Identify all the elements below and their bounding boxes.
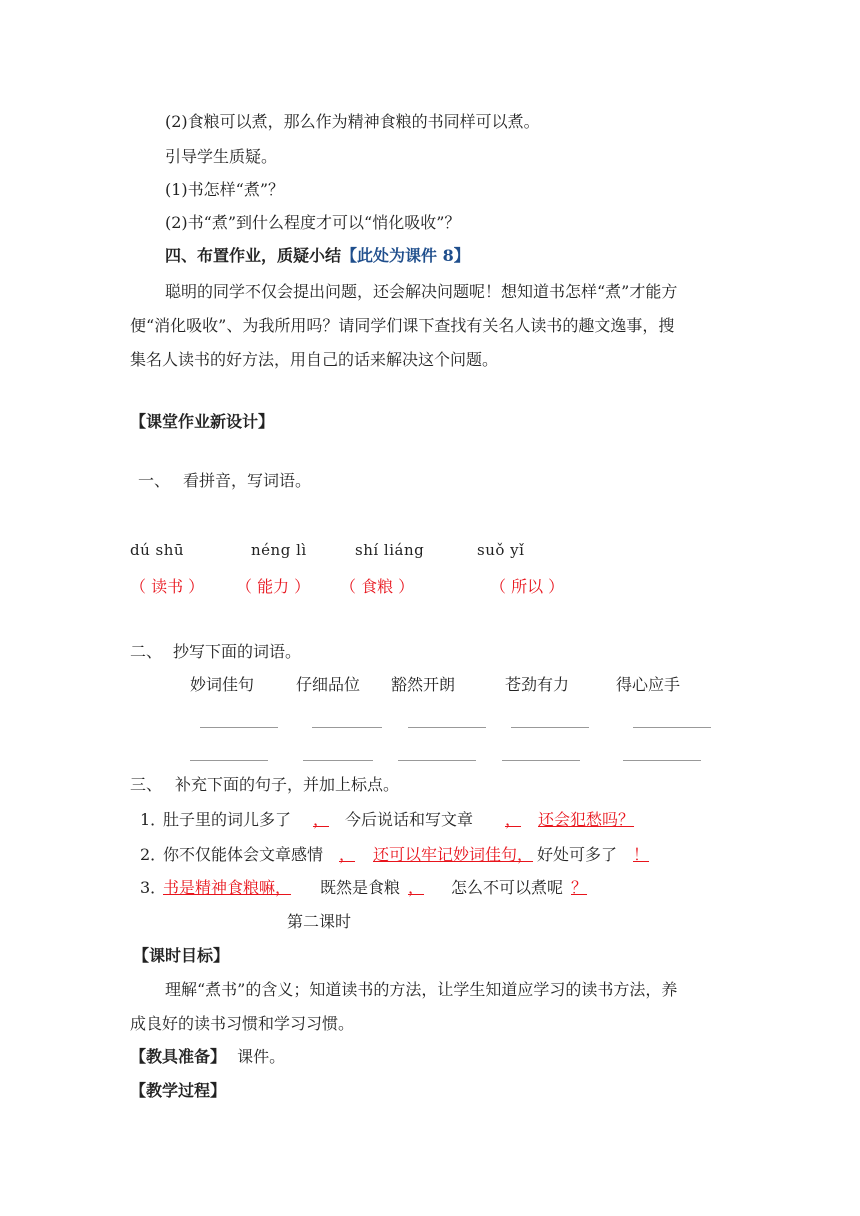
tools-line [130, 1047, 285, 1067]
goal-heading: 【课时目标】 [133, 946, 230, 965]
answer-item: （ 读书 ） [130, 577, 205, 596]
writing-blank [408, 727, 486, 728]
sentence-text: 既然是食粮 [320, 878, 401, 897]
q2-prompt: 抄写下面的词语。 [173, 642, 302, 661]
sentence-number: 1． [140, 810, 167, 829]
answer-item: （ 所以 ） [490, 577, 565, 596]
writing-blank [633, 727, 711, 728]
writing-blank [502, 760, 580, 761]
answer-text: 书是精神食粮嘛， [163, 878, 292, 897]
sentence-number: 3． [140, 878, 167, 897]
section-heading [165, 246, 470, 266]
paragraph-line: 成良好的读书习惯和学习习惯。 [130, 1014, 355, 1033]
q3-prompt: 补充下面的句子，并加上标点。 [175, 775, 400, 794]
process-heading: 【教学过程】 [130, 1081, 227, 1100]
q1-prompt: 看拼音，写词语。 [183, 471, 312, 490]
copy-word: 豁然开朗 [391, 675, 456, 694]
paragraph: (2)食粮可以煮，那么作为精神食粮的书同样可以煮。 [165, 112, 540, 131]
answer-punctuation: ， [339, 845, 356, 864]
section-heading-text: 四、布置作业，质疑小结 [165, 246, 342, 265]
copy-word: 妙词佳句 [190, 675, 255, 694]
answer-punctuation: ， [312, 810, 329, 829]
answer-item: （ 食粮 ） [340, 577, 415, 596]
writing-blank [623, 760, 701, 761]
sentence-text: 肚子里的词儿多了 [163, 810, 292, 829]
paragraph-line: 便“消化吸收”、为我所用吗？请同学们课下查找有关名人读书的趣文逸事，搜 [130, 316, 675, 335]
tools-text: 课件。 [237, 1047, 286, 1066]
paragraph: 引导学生质疑。 [165, 147, 278, 166]
lesson-title: 第二课时 [287, 912, 352, 931]
writing-blank [312, 727, 382, 728]
answer-text: 还会犯愁吗？ [538, 810, 635, 829]
answer-punctuation: ！ [633, 845, 650, 864]
homework-heading: 【课堂作业新设计】 [130, 412, 275, 431]
writing-blank [303, 760, 373, 761]
answer-text: 还可以牢记妙词佳句， [373, 845, 534, 864]
pinyin-item: dú shū [130, 541, 185, 559]
sentence-text: 今后说话和写文章 [345, 810, 474, 829]
writing-blank [190, 760, 268, 761]
sentence-text: 好处可多了 [537, 845, 618, 864]
paragraph: (2)书“煮”到什么程度才可以“悄化吸收”？ [165, 213, 461, 232]
paragraph-line: 集名人读书的好方法，用自己的话来解决这个问题。 [130, 350, 499, 369]
copy-word: 苍劲有力 [505, 675, 570, 694]
tools-heading: 【教具准备】 [130, 1047, 227, 1066]
writing-blank [398, 760, 476, 761]
answer-punctuation: ， [408, 878, 425, 897]
writing-blank [200, 727, 278, 728]
q1-number: 一、 [138, 471, 171, 490]
answer-punctuation: ， [505, 810, 522, 829]
q3-number: 三、 [130, 775, 163, 794]
pinyin-item: suǒ yǐ [477, 541, 525, 559]
q2-number: 二、 [130, 642, 163, 661]
paragraph: (1)书怎样“煮”？ [165, 180, 285, 199]
answer-punctuation: ？ [571, 878, 588, 897]
paragraph-line: 聪明的同学不仅会提出问题，还会解决问题呢！想知道书怎样“煮”才能方 [165, 282, 678, 301]
copy-word: 仔细品位 [296, 675, 361, 694]
writing-blank [511, 727, 589, 728]
pinyin-item: néng lì [251, 541, 307, 559]
pinyin-item: shí liáng [355, 541, 425, 559]
answer-item: （ 能力 ） [236, 577, 311, 596]
sentence-text: 你不仅能体会文章感情 [163, 845, 324, 864]
sentence-number: 2． [140, 845, 167, 864]
sentence-text: 怎么不可以煮呢 [451, 878, 564, 897]
courseware-tag: 【此处为课件 8】 [341, 246, 470, 265]
paragraph-line: 理解“煮书”的含义；知道读书的方法，让学生知道应学习的读书方法，养 [165, 980, 678, 999]
copy-word: 得心应手 [616, 675, 681, 694]
